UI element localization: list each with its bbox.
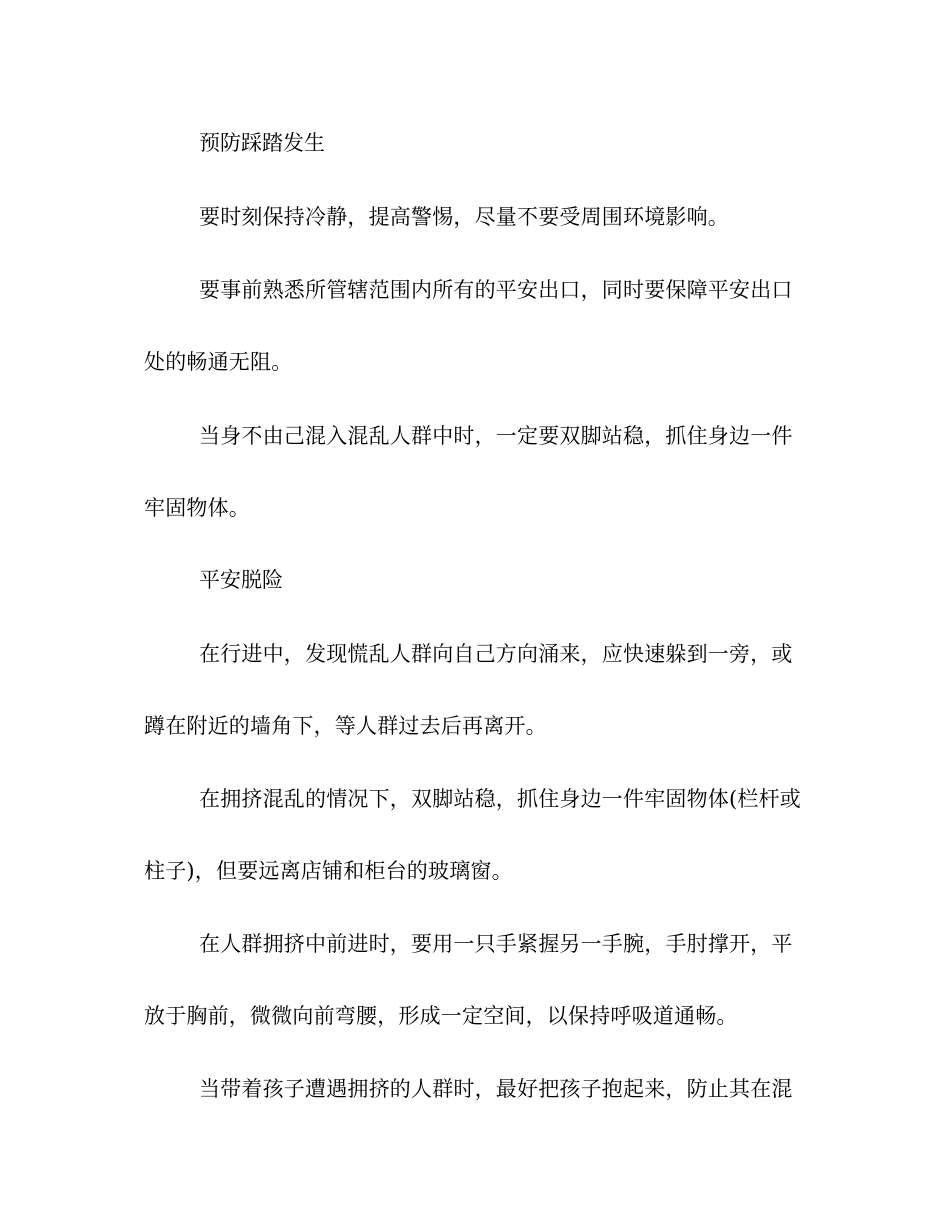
- paragraph-dodge-crowd: 在行进中，发现慌乱人群向自己方向涌来，应快速躲到一旁，或蹲在附近的墙角下，等人群过去后再离开。: [144, 642, 793, 738]
- paragraph-protect-breathing: 在人群拥挤中前进时，要用一只手紧握另一手腕，手肘撑开，平放于胸前，微微向前弯腰，形成一定空间，以保持呼吸道通畅。: [144, 932, 793, 1028]
- heading-safe-escape: 平安脱险: [199, 568, 283, 592]
- paragraph-stand-firm: 当身不由己混入混乱人群中时，一定要双脚站稳，抓住身边一件牢固物体。: [144, 424, 793, 520]
- paragraph-know-exits: 要事前熟悉所管辖范围内所有的平安出口，同时要保障平安出口处的畅通无阻。: [144, 278, 793, 374]
- heading-prevent-stampede: 预防踩踏发生: [199, 131, 325, 155]
- paragraph-carry-child: 当带着孩子遭遇拥挤的人群时，最好把孩子抱起来，防止其在混: [199, 1077, 793, 1101]
- paragraph-hold-object: 在拥挤混乱的情况下，双脚站稳，抓住身边一件牢固物体(栏杆或柱子)，但要远离店铺和柜台的玻璃窗。: [144, 787, 801, 883]
- paragraph-stay-calm: 要时刻保持冷静，提高警惕，尽量不要受周围环境影响。: [199, 205, 729, 229]
